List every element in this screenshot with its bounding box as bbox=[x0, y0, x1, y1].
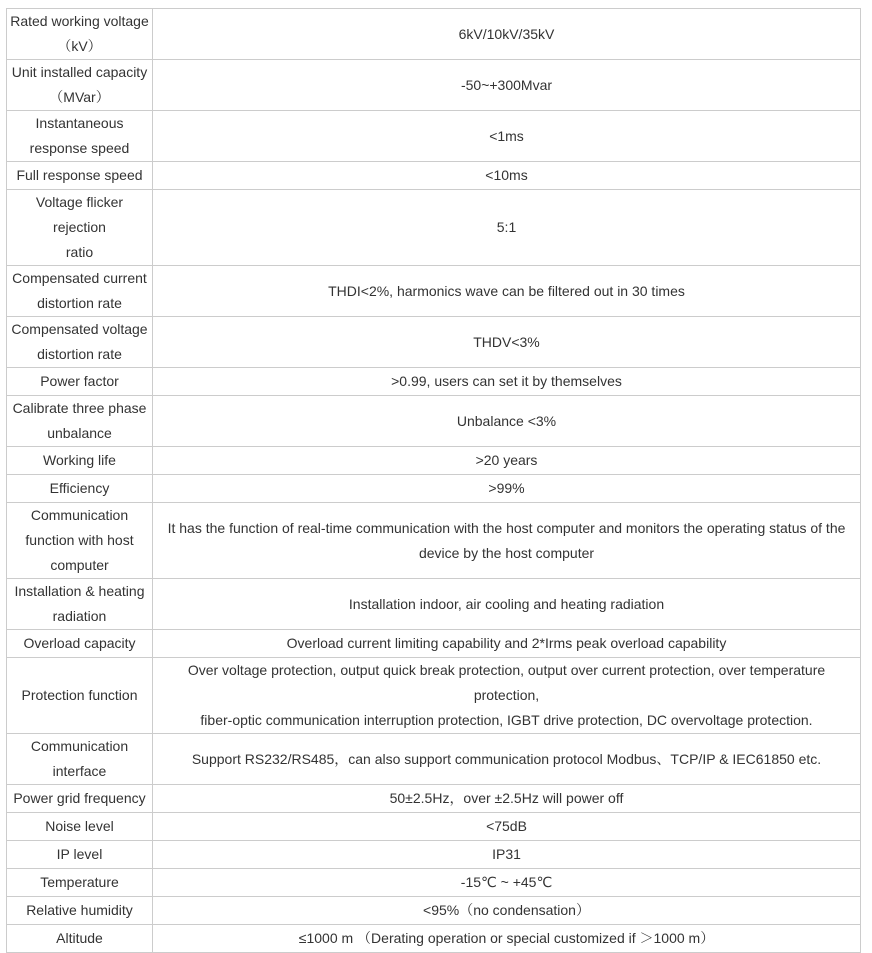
spec-value: 6kV/10kV/35kV bbox=[153, 9, 861, 60]
table-row bbox=[7, 869, 861, 897]
spec-label: Temperature bbox=[7, 869, 153, 897]
spec-value: Installation indoor, air cooling and heating radiation bbox=[153, 579, 861, 630]
spec-value: <10ms bbox=[153, 162, 861, 190]
spec-label: IP level bbox=[7, 841, 153, 869]
spec-value: 5:1 bbox=[153, 190, 861, 266]
table-row bbox=[7, 9, 861, 60]
spec-value: Over voltage protection, output quick break protection, output over current protection, over temperature protection, fiber-optic communication interruption protection, IGBT drive protection, DC overvoltage protection. bbox=[153, 658, 861, 734]
spec-label: Working life bbox=[7, 447, 153, 475]
spec-value: -50~+300Mvar bbox=[153, 60, 861, 111]
spec-label: Installation & heating radiation bbox=[7, 579, 153, 630]
spec-label: Efficiency bbox=[7, 475, 153, 503]
spec-value: -15℃ ~ +45℃ bbox=[153, 869, 861, 897]
spec-label: Relative humidity bbox=[7, 897, 153, 925]
table-row bbox=[7, 785, 861, 813]
spec-table bbox=[6, 8, 861, 953]
spec-value: It has the function of real-time communication with the host computer and monitors the operating status of the device by the host computer bbox=[153, 503, 861, 579]
spec-value: >0.99, users can set it by themselves bbox=[153, 368, 861, 396]
table-row bbox=[7, 111, 861, 162]
spec-label: Instantaneous response speed bbox=[7, 111, 153, 162]
table-row bbox=[7, 925, 861, 953]
table-row bbox=[7, 447, 861, 475]
table-row bbox=[7, 813, 861, 841]
table-row bbox=[7, 60, 861, 111]
spec-label: Compensated current distortion rate bbox=[7, 266, 153, 317]
table-row bbox=[7, 734, 861, 785]
table-row bbox=[7, 475, 861, 503]
spec-label: Rated working voltage （kV） bbox=[7, 9, 153, 60]
table-row bbox=[7, 503, 861, 579]
table-row bbox=[7, 630, 861, 658]
spec-value: <75dB bbox=[153, 813, 861, 841]
spec-value: Overload current limiting capability and 2*Irms peak overload capability bbox=[153, 630, 861, 658]
table-row bbox=[7, 897, 861, 925]
spec-table-body bbox=[7, 9, 861, 953]
spec-label: Power grid frequency bbox=[7, 785, 153, 813]
spec-value: THDI<2%, harmonics wave can be filtered out in 30 times bbox=[153, 266, 861, 317]
spec-value: Support RS232/RS485，can also support communication protocol Modbus、TCP/IP & IEC61850 etc. bbox=[153, 734, 861, 785]
table-row bbox=[7, 841, 861, 869]
table-row bbox=[7, 162, 861, 190]
spec-value: <95%（no condensation） bbox=[153, 897, 861, 925]
table-row bbox=[7, 396, 861, 447]
spec-value: IP31 bbox=[153, 841, 861, 869]
table-row bbox=[7, 266, 861, 317]
spec-value: Unbalance <3% bbox=[153, 396, 861, 447]
spec-value: >20 years bbox=[153, 447, 861, 475]
table-row bbox=[7, 579, 861, 630]
spec-value: 50±2.5Hz，over ±2.5Hz will power off bbox=[153, 785, 861, 813]
table-row bbox=[7, 658, 861, 734]
table-row bbox=[7, 190, 861, 266]
spec-label: Protection function bbox=[7, 658, 153, 734]
table-row bbox=[7, 317, 861, 368]
spec-label: Calibrate three phase unbalance bbox=[7, 396, 153, 447]
spec-value: ≤1000 m （Derating operation or special customized if ＞1000 m） bbox=[153, 925, 861, 953]
spec-label: Communication function with host computer bbox=[7, 503, 153, 579]
spec-label: Altitude bbox=[7, 925, 153, 953]
spec-label: Compensated voltage distortion rate bbox=[7, 317, 153, 368]
spec-label: Overload capacity bbox=[7, 630, 153, 658]
spec-label: Power factor bbox=[7, 368, 153, 396]
spec-label: Full response speed bbox=[7, 162, 153, 190]
spec-value: >99% bbox=[153, 475, 861, 503]
spec-label: Noise level bbox=[7, 813, 153, 841]
table-row bbox=[7, 368, 861, 396]
spec-label: Voltage flicker rejection ratio bbox=[7, 190, 153, 266]
spec-value: THDV<3% bbox=[153, 317, 861, 368]
spec-label: Unit installed capacity （MVar） bbox=[7, 60, 153, 111]
spec-label: Communication interface bbox=[7, 734, 153, 785]
spec-value: <1ms bbox=[153, 111, 861, 162]
